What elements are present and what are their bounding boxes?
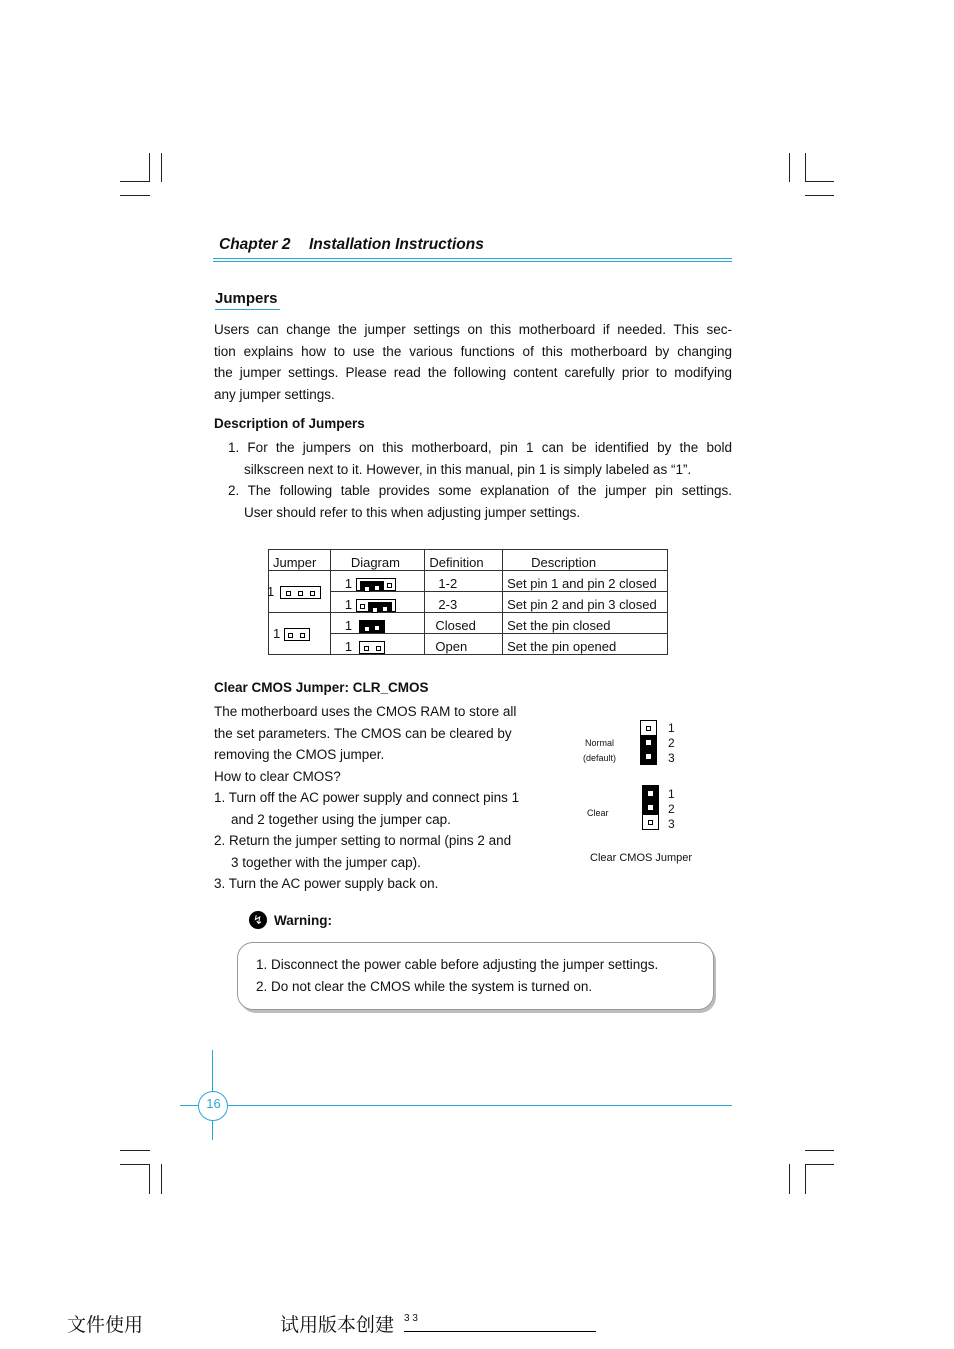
diagram-cell <box>330 634 425 655</box>
clear-pin-numbers <box>668 787 675 832</box>
jumper-2pin-icon <box>284 628 310 641</box>
cmos-line: 3 together with the jumper cap). <box>231 854 421 870</box>
cmos-line: the set parameters. The CMOS can be cleared by <box>214 725 512 741</box>
jumper-3pin-icon <box>280 586 321 599</box>
pin-number: 1 <box>668 721 675 735</box>
definition-cell: 1-2 <box>425 571 503 592</box>
warning-list <box>256 954 658 998</box>
section-title: Jumpers <box>215 290 278 307</box>
crop-mark <box>805 1150 834 1151</box>
pin1-label: 1 <box>344 596 353 612</box>
jumper-closed-icon <box>359 620 385 633</box>
description-item: 2. The following table provides some explanation of the jumper pin settings. <box>228 483 732 498</box>
pin-number: 2 <box>668 802 675 816</box>
normal-pin-numbers <box>668 721 675 766</box>
diagram-caption: Clear CMOS Jumper <box>590 852 693 864</box>
jumper-table <box>268 549 668 655</box>
crop-mark <box>805 1164 806 1194</box>
pin1-label: 1 <box>273 625 281 641</box>
pin-number: 3 <box>668 817 675 831</box>
crop-mark <box>789 1164 790 1194</box>
warning-item: 2. Do not clear the CMOS while the system is turned on. <box>256 979 593 994</box>
footer-right-text: 试用版本创建 <box>280 1314 395 1336</box>
diagram-cell <box>330 613 425 634</box>
table-header: Diagram <box>330 550 425 571</box>
description-cell: Set pin 2 and pin 3 closed <box>503 592 668 613</box>
crop-mark <box>805 195 834 196</box>
pin1-label: 1 <box>344 575 353 591</box>
cmos-line: removing the CMOS jumper. <box>214 747 385 762</box>
cmos-line: 3. Turn the AC power supply back on. <box>214 876 439 891</box>
cmos-line: The motherboard uses the CMOS RAM to store all <box>214 704 517 719</box>
intro-line: tion explains how to use the various functions of this motherboard by changing <box>214 343 732 359</box>
footer-underline <box>404 1331 596 1332</box>
crop-mark <box>161 153 162 182</box>
crop-mark <box>149 153 150 182</box>
footer-left-text: 文件使用 <box>67 1314 144 1336</box>
crop-mark <box>120 1164 150 1165</box>
pin1-label: 1 <box>344 638 353 654</box>
jumper-2pin-cell <box>269 613 331 655</box>
clear-label: Clear <box>587 808 609 818</box>
definition-cell: 2-3 <box>425 592 503 613</box>
pin-number: 1 <box>668 787 675 801</box>
crop-mark <box>149 1164 150 1194</box>
cmos-line: 2. Return the jumper setting to normal (pins 2 and <box>214 833 512 848</box>
intro-line: any jumper settings. <box>214 386 335 402</box>
intro-line: Users can change the jumper settings on this motherboard if needed. This sec- <box>214 322 732 337</box>
default-label: (default) <box>583 753 617 763</box>
description-list <box>228 437 732 523</box>
header-rule <box>213 258 732 259</box>
jumper-1-2-icon <box>356 578 396 591</box>
description-title: Description of Jumpers <box>214 416 365 431</box>
normal-jumper-icon <box>640 720 657 765</box>
cmos-line: How to clear CMOS? <box>214 768 341 784</box>
intro-paragraph <box>214 319 732 405</box>
description-item-cont: User should refer to this when adjusting jumper settings. <box>244 504 581 520</box>
description-item-cont: silkscreen next to it. However, in this manual, pin 1 is simply labeled as “1”. <box>244 461 692 477</box>
header-rule <box>213 261 732 262</box>
pin-number: 2 <box>668 736 675 750</box>
jumper-2-3-icon <box>356 599 396 612</box>
definition-cell: Open <box>425 634 503 655</box>
footer-rule <box>180 1105 732 1106</box>
description-item: 1. For the jumpers on this motherboard, pin 1 can be identified by the bold <box>228 440 732 455</box>
description-cell: Set the pin closed <box>503 613 668 634</box>
crop-mark <box>789 153 790 182</box>
crop-mark <box>120 1150 150 1151</box>
table-header-row <box>269 550 668 571</box>
description-cell: Set the pin opened <box>503 634 668 655</box>
section-title-underline <box>215 309 280 310</box>
crop-mark <box>805 153 806 182</box>
footer-sup: 3 3 <box>404 1313 418 1324</box>
cmos-line: and 2 together using the jumper cap. <box>231 811 451 827</box>
warning-box <box>237 942 714 1010</box>
definition-cell: Closed <box>425 613 503 634</box>
warning-item: 1. Disconnect the power cable before adjusting the jumper settings. <box>256 957 659 972</box>
jumper-3pin-cell <box>269 571 331 613</box>
cmos-line: 1. Turn off the AC power supply and connect pins 1 <box>214 790 520 805</box>
crop-mark <box>161 1164 162 1194</box>
crop-mark <box>805 1164 834 1165</box>
chapter-title: Installation Instructions <box>309 236 484 253</box>
page-number: 16 <box>206 1096 221 1111</box>
diagram-cell <box>330 571 425 592</box>
jumper-open-icon <box>359 641 385 654</box>
clear-cmos-text <box>214 701 559 895</box>
crop-mark <box>120 181 150 182</box>
table-header: Description <box>503 550 668 571</box>
clear-jumper-icon <box>642 785 659 830</box>
warning-label: Warning: <box>274 913 332 928</box>
pin1-label: 1 <box>344 617 353 633</box>
table-header: Definition <box>425 550 503 571</box>
table-row <box>269 571 668 592</box>
table-row <box>269 613 668 634</box>
crop-mark <box>805 181 834 182</box>
normal-label: Normal <box>585 738 615 748</box>
warning-icon: ↯ <box>249 911 267 929</box>
clear-cmos-title: Clear CMOS Jumper: CLR_CMOS <box>214 680 429 695</box>
pin1-label: 1 <box>267 583 275 599</box>
table-header: Jumper <box>269 550 331 571</box>
pin-number: 3 <box>668 751 675 765</box>
crop-mark <box>120 195 150 196</box>
chapter-label: Chapter 2 <box>219 236 291 253</box>
intro-line: the jumper settings. Please read the following content carefully prior to modifying <box>214 365 732 380</box>
diagram-cell <box>330 592 425 613</box>
description-cell: Set pin 1 and pin 2 closed <box>503 571 668 592</box>
